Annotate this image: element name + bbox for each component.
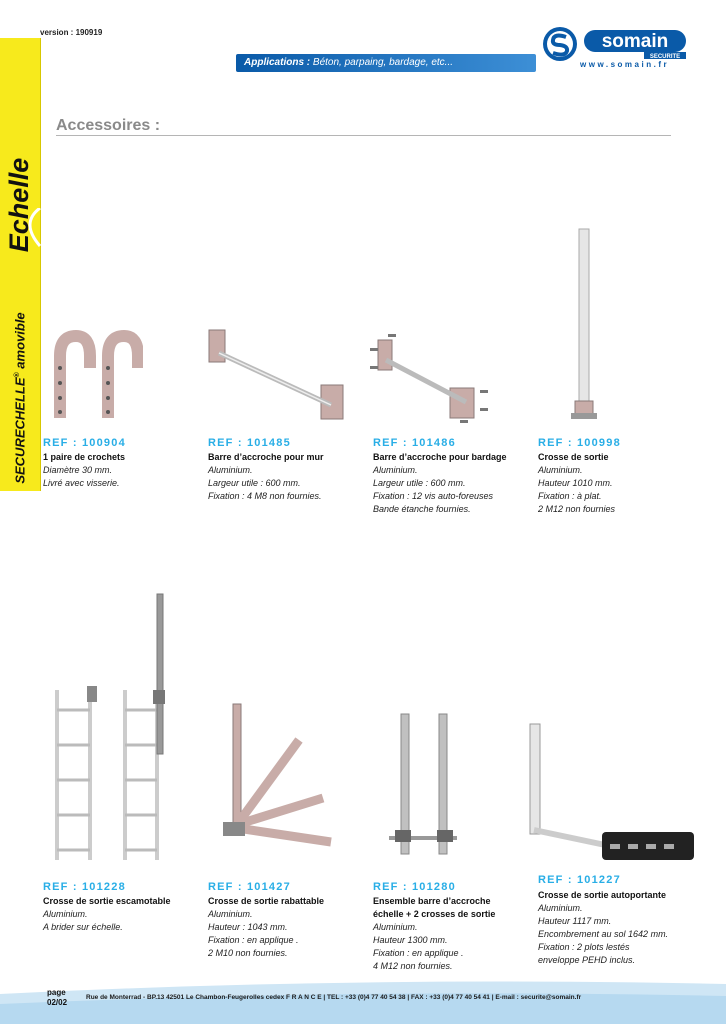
product-details-100904: Diamètre 30 mm. Livré avec visserie. (43, 465, 120, 488)
product-details-101485: Aluminium. Largeur utile : 600 mm. Fixation : 4 M8 non fournies. (208, 465, 322, 501)
product-details-100998: Aluminium. Hauteur 1010 mm. Fixation : à plat. 2 M12 non fournies (538, 465, 616, 514)
somain-logo (540, 26, 690, 62)
applications-text: Applications : Béton, parpaing, bardage, etc... (244, 57, 454, 68)
hooks-illustration (48, 328, 143, 423)
product-name-101485: Barre d’accroche pour mur (208, 452, 324, 462)
sidebar-tab (0, 38, 41, 491)
logo-subtext: SECURITE (649, 54, 681, 60)
ref-101486: REF : 101486 (373, 437, 456, 449)
ref-101427: REF : 101427 (208, 881, 291, 893)
product-name-101228: Crosse de sortie escamotable (43, 896, 171, 906)
logo-wordmark: somain (601, 31, 669, 52)
ref-101228: REF : 101228 (43, 881, 126, 893)
product-name-101280-line2: échelle + 2 crosses de sortie (373, 909, 496, 919)
section-title: Accessoires : (56, 117, 161, 134)
product-name-101486: Barre d’accroche pour bardage (373, 452, 507, 462)
ref-100998: REF : 100998 (538, 437, 621, 449)
product-name-100904: 1 paire de crochets (43, 452, 126, 462)
ref-100904: REF : 100904 (43, 437, 126, 449)
exit-post-illustration (565, 225, 605, 425)
ref-101485: REF : 101485 (208, 437, 291, 449)
sidebar-subtitle: SECURECHELLE® amovible (12, 312, 28, 484)
product-name-100998: Crosse de sortie (538, 452, 609, 462)
product-name-101427: Crosse de sortie rabattable (208, 896, 325, 906)
version-label: version : 190919 (40, 28, 103, 37)
retractable-ladder-illustration (45, 590, 175, 865)
product-details-101427: Aluminium. Hauteur : 1043 mm. Fixation : en applique . 2 M10 non fournies. (208, 909, 299, 958)
folding-exit-post-illustration (215, 700, 335, 850)
website-text: www.somain.fr (580, 60, 670, 69)
bar-and-exit-posts-illustration (385, 710, 465, 860)
product-details-101280: Aluminium. Hauteur 1300 mm. Fixation : en applique . 4 M12 non fournies. (373, 922, 464, 971)
ref-101227: REF : 101227 (538, 874, 621, 886)
product-details-101486: Aluminium. Largeur utile : 600 mm. Fixation : 12 vis auto-foreuses Bande étanche fournies. (373, 465, 494, 514)
footer-address: Rue de Monterrad - BP.13 42501 Le Chambon-Feugerolles cedex F R A N C E | TEL : +33 (0)4 77 40 54 38 | FAX : +33 (0)4 77 40 54 41 | E-mail : securite@somain.fr (86, 994, 582, 1001)
product-name-101227: Crosse de sortie autoportante (538, 890, 667, 900)
freestanding-exit-post-illustration (520, 720, 700, 870)
product-details-101227: Aluminium. Hauteur 1117 mm. Encombrement au sol 1642 mm. Fixation : 2 plots lestés enveloppe PEHD inclus. (538, 903, 669, 965)
section-divider (56, 135, 671, 136)
product-details-101228: Aluminium. A brider sur échelle. (43, 909, 123, 932)
cladding-bar-illustration (370, 330, 520, 425)
wall-bar-illustration (205, 325, 350, 425)
product-name-101280: Ensemble barre d’accroche (373, 896, 491, 906)
ref-101280: REF : 101280 (373, 881, 456, 893)
page-number: page 02/02 (47, 988, 68, 1007)
sidebar-curve-decoration (0, 208, 42, 248)
sidebar-title: Echelle (4, 157, 34, 253)
